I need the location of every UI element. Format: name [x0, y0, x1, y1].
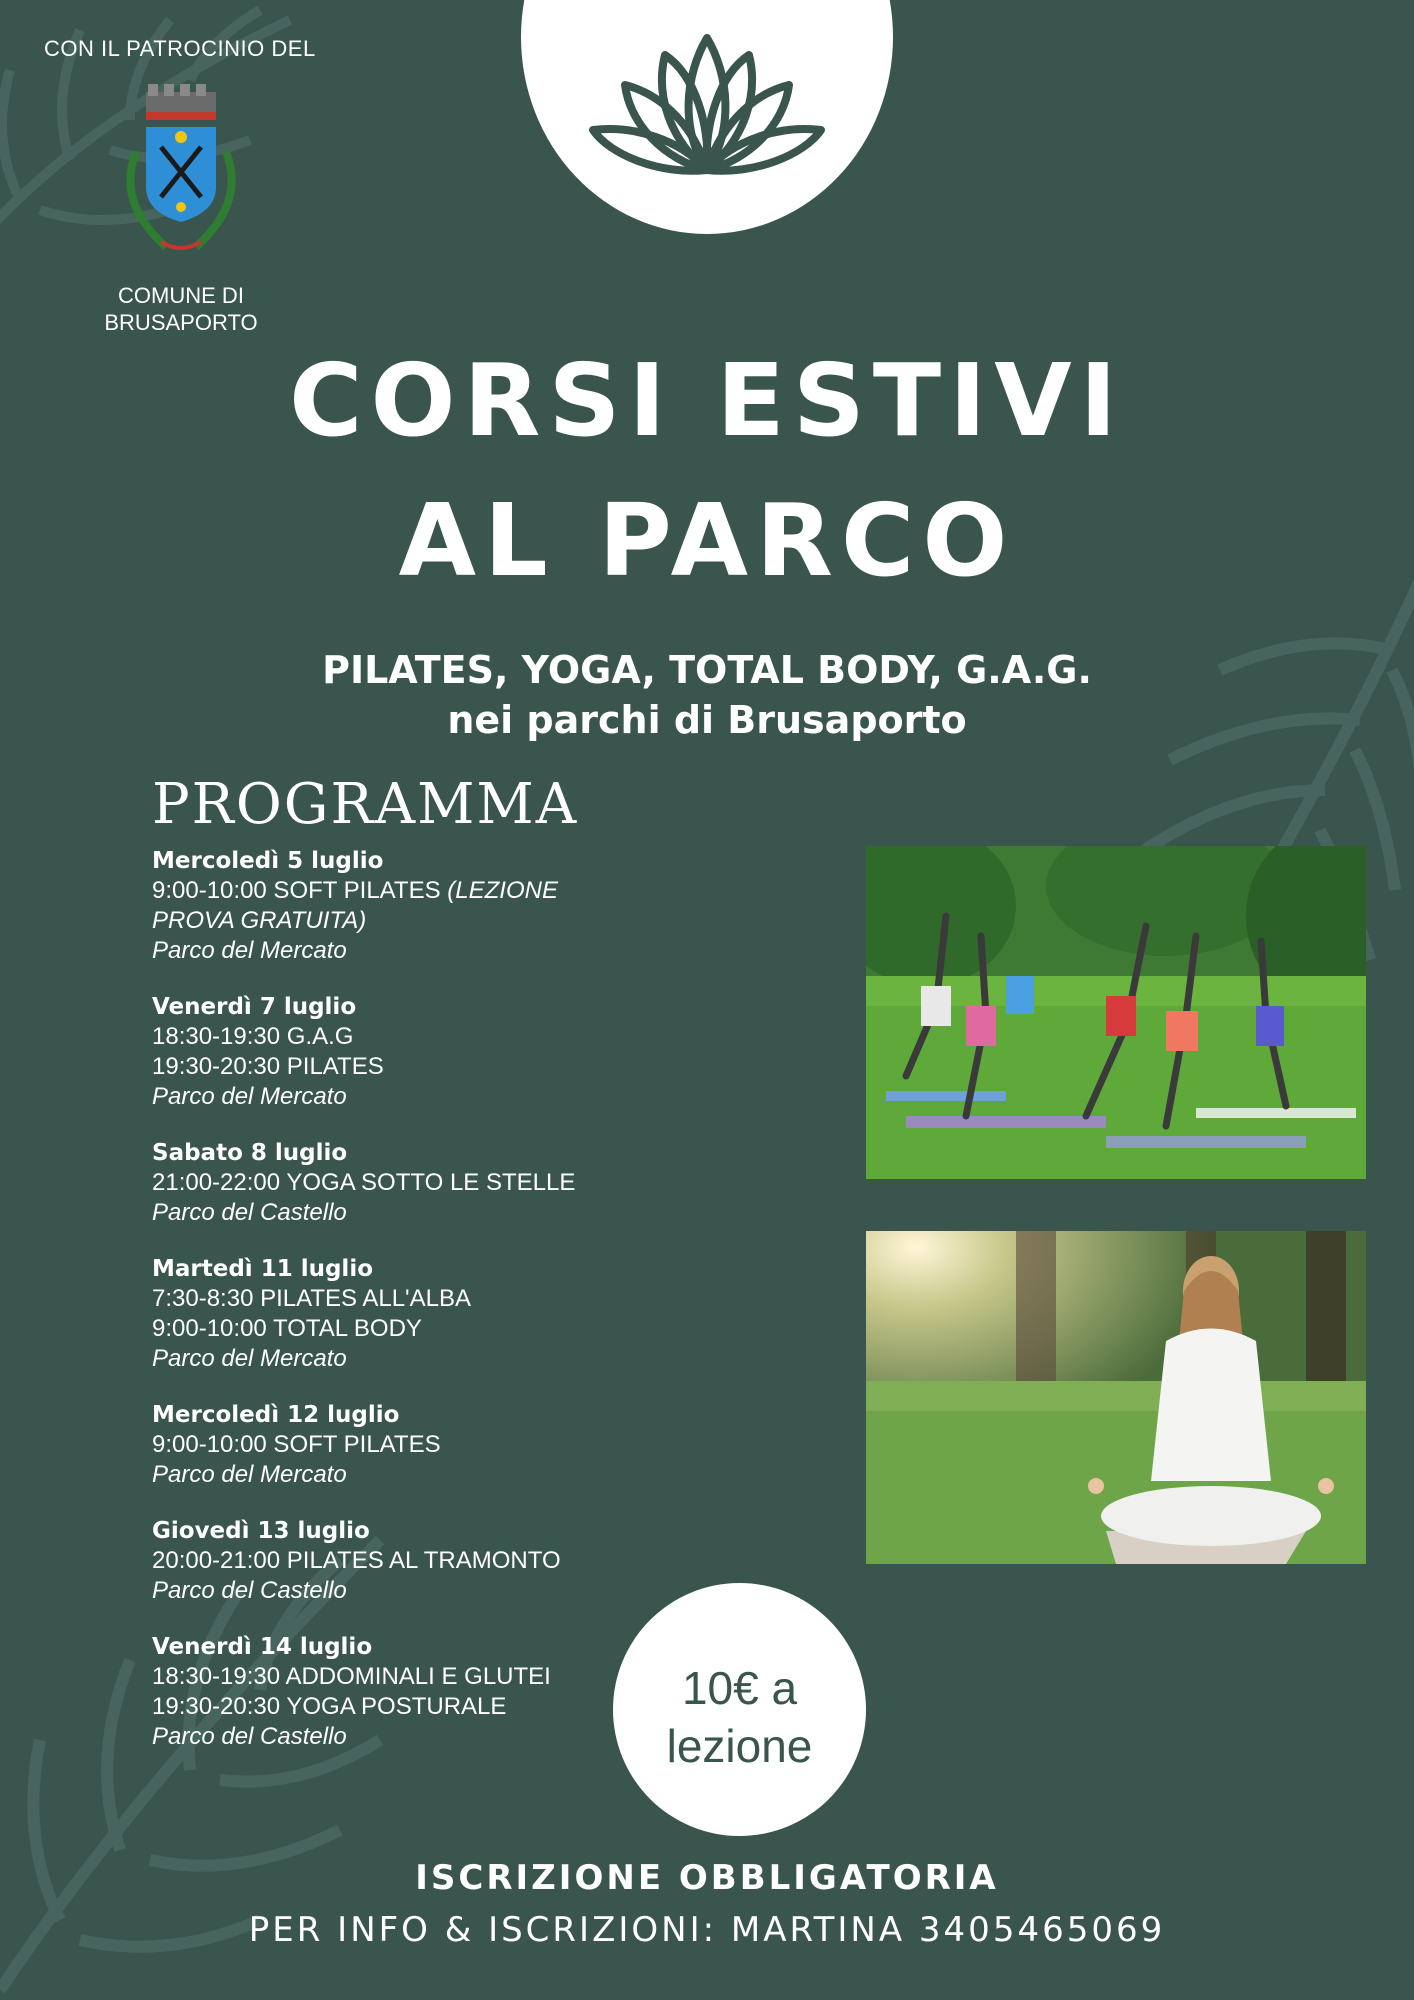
price-line2: lezione — [666, 1720, 813, 1772]
entry-activity: 21:00-22:00 YOGA SOTTO LE STELLE — [152, 1169, 576, 1196]
schedule-entry — [152, 1138, 622, 1228]
programma-heading: PROGRAMMA — [152, 772, 579, 837]
entry-location: Parco del Mercato — [152, 1345, 347, 1372]
entry-activity: 9:00-10:00 TOTAL BODY — [152, 1315, 422, 1342]
entry-location: Parco del Castello — [152, 1199, 347, 1226]
entry-day: Giovedì 13 luglio — [152, 1518, 370, 1544]
title-line1: CORSI ESTIVI — [289, 342, 1125, 459]
entry-activity — [152, 876, 622, 936]
price-text — [613, 1659, 866, 1775]
municipality-name — [96, 282, 266, 336]
entry-activity: 9:00-10:00 SOFT PILATES — [152, 1431, 441, 1458]
entry-location: Parco del Mercato — [152, 1461, 347, 1488]
entry-location: Parco del Castello — [152, 1577, 347, 1604]
entry-activity: 19:30-20:30 YOGA POSTURALE — [152, 1693, 507, 1720]
registration-notice: ISCRIZIONE OBBLIGATORIA — [415, 1858, 999, 1898]
schedule-entry — [152, 1400, 622, 1490]
entry-note: (LEZIONE PROVA GRATUITA) — [152, 877, 558, 934]
lotus-icon — [585, 30, 829, 180]
entry-day: Venerdì 7 luglio — [152, 994, 357, 1020]
entry-day: Mercoledì 12 luglio — [152, 1402, 400, 1428]
schedule-entry — [152, 846, 622, 966]
contact-info: PER INFO & ISCRIZIONI: MARTINA 3405465069 — [248, 1910, 1166, 1950]
entry-activity: 20:00-21:00 PILATES AL TRAMONTO — [152, 1547, 561, 1574]
schedule-entry — [152, 1632, 622, 1752]
entry-activity-text: 9:00-10:00 SOFT PILATES — [152, 877, 448, 904]
entry-location: Parco del Mercato — [152, 1083, 347, 1110]
schedule-entry — [152, 1254, 622, 1374]
entry-location: Parco del Castello — [152, 1723, 347, 1750]
patronage-label: CON IL PATROCINIO DEL — [44, 36, 316, 61]
subtitle-line1: PILATES, YOGA, TOTAL BODY, G.A.G. — [322, 648, 1092, 692]
entry-day: Mercoledì 5 luglio — [152, 848, 384, 874]
entry-day: Venerdì 14 luglio — [152, 1634, 373, 1660]
municipal-crest-icon — [106, 82, 256, 264]
entry-activity: 18:30-19:30 ADDOMINALI E GLUTEI — [152, 1663, 551, 1690]
entry-activity: 7:30-8:30 PILATES ALL'ALBA — [152, 1285, 472, 1312]
entry-location: Parco del Mercato — [152, 937, 347, 964]
meditation-photo — [866, 1231, 1366, 1564]
schedule-entry — [152, 1516, 622, 1606]
municipality-line1: COMUNE DI — [118, 283, 244, 308]
entry-activity: 18:30-19:30 G.A.G — [152, 1023, 354, 1050]
title-line2: AL PARCO — [398, 482, 1016, 599]
schedule-list — [152, 846, 622, 1778]
entry-activity: 19:30-20:30 PILATES — [152, 1053, 384, 1080]
group-yoga-photo — [866, 846, 1366, 1179]
price-line1: 10€ a — [681, 1662, 798, 1714]
entry-day: Martedì 11 luglio — [152, 1256, 374, 1282]
municipality-line2: BRUSAPORTO — [104, 310, 258, 335]
price-badge — [613, 1583, 866, 1836]
schedule-entry — [152, 992, 622, 1112]
entry-day: Sabato 8 luglio — [152, 1140, 348, 1166]
subtitle-line2: nei parchi di Brusaporto — [447, 698, 967, 742]
